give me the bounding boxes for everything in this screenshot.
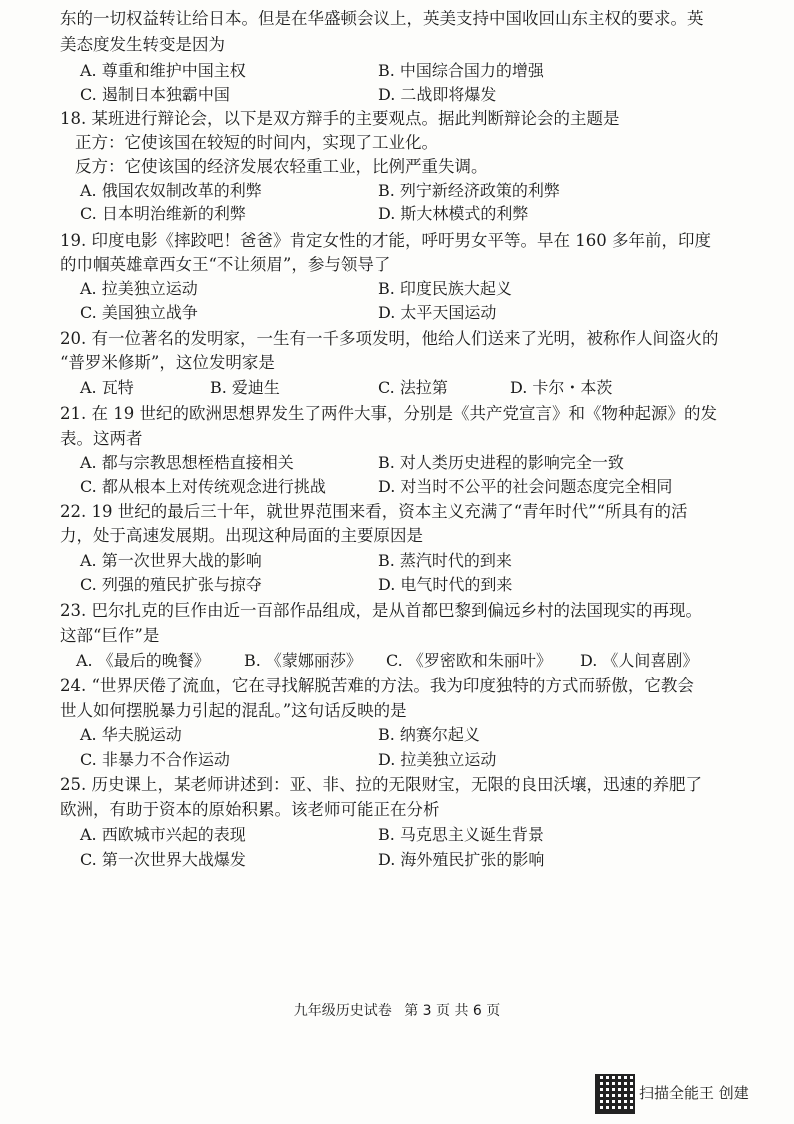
- q20-option-b: B. 爱迪生: [210, 378, 280, 397]
- qr-code-icon: [595, 1074, 635, 1114]
- q22-stem-line-1: 22. 19 世纪的最后三十年，就世界范围来看，资本主义充满了“青年时代”“所具有的活: [60, 502, 688, 521]
- q25-stem-line-1: 25. 历史课上，某老师讲述到：亚、非、拉的无限财宝，无限的良田沃壤，迅速的养肥了: [60, 775, 702, 794]
- q19-option-b: B. 印度民族大起义: [378, 279, 512, 298]
- q19-option-c: C. 美国独立战争: [80, 303, 198, 322]
- q24-option-a: A. 华夫脱运动: [80, 725, 182, 744]
- footer-exam-title: 九年级历史试卷: [293, 1003, 392, 1019]
- q20-option-d: D. 卡尔・本茨: [510, 378, 613, 397]
- q22-option-d: D. 电气时代的到来: [378, 575, 513, 594]
- q19-stem-line-2: 的巾帼英雄章西女王“不让须眉”，参与领导了: [60, 255, 391, 274]
- q24-option-b: B. 纳赛尔起义: [378, 725, 480, 744]
- q17-stem-line-2: 美态度发生转变是因为: [60, 35, 225, 54]
- q25-stem-line-2: 欧洲，有助于资本的原始积累。该老师可能正在分析: [60, 800, 440, 819]
- q22-option-c: C. 列强的殖民扩张与掠夺: [80, 575, 262, 594]
- q17-option-c: C. 遏制日本独霸中国: [80, 85, 230, 104]
- q22-stem-line-2: 力，处于高速发展期。出现这种局面的主要原因是: [60, 526, 423, 545]
- q25-option-a: A. 西欧城市兴起的表现: [80, 825, 246, 844]
- q21-option-c: C. 都从根本上对传统观念进行挑战: [80, 477, 326, 496]
- footer-page-number: 第 3 页 共 6 页: [404, 1003, 501, 1019]
- q23-option-d: D. 《人间喜剧》: [580, 651, 699, 670]
- q23-stem-line-2: 这部“巨作”是: [60, 626, 160, 645]
- q17-option-b: B. 中国综合国力的增强: [378, 61, 544, 80]
- q25-option-d: D. 海外殖民扩张的影响: [378, 850, 545, 869]
- q20-stem-line-1: 20. 有一位著名的发明家，一生有一千多项发明，他给人们送来了光明，被称作人间盗火的: [60, 329, 719, 348]
- q19-option-a: A. 拉美独立运动: [80, 279, 198, 298]
- q20-option-a: A. 瓦特: [80, 378, 134, 397]
- q17-option-d: D. 二战即将爆发: [378, 85, 497, 104]
- q24-stem-line-2: 世人如何摆脱暴力引起的混乱。”这句话反映的是: [60, 701, 407, 720]
- q17-option-a: A. 尊重和维护中国主权: [80, 61, 246, 80]
- scanner-watermark-text: 扫描全能王 创建: [639, 1084, 749, 1102]
- q17-stem-line-1: 东的一切权益转让给日本。但是在华盛顿会议上，英美支持中国收回山东主权的要求。英: [60, 9, 704, 28]
- q18-option-b: B. 列宁新经济政策的利弊: [378, 181, 560, 200]
- q18-con: 反方：它使该国的经济发展农轻重工业，比例严重失调。: [75, 157, 488, 176]
- q21-stem-line-2: 表。这两者: [60, 429, 143, 448]
- q24-stem-line-1: 24. “世界厌倦了流血，它在寻找解脱苦难的方法。我为印度独特的方式而骄傲，它教会: [60, 676, 694, 695]
- q23-stem-line-1: 23. 巴尔扎克的巨作由近一百部作品组成，是从首都巴黎到偏远乡村的法国现实的再现。: [60, 601, 702, 620]
- q20-option-c: C. 法拉第: [378, 378, 448, 397]
- q22-option-b: B. 蒸汽时代的到来: [378, 551, 512, 570]
- q18-stem: 18. 某班进行辩论会，以下是双方辩手的主要观点。据此判断辩论会的主题是: [60, 109, 620, 128]
- q18-pro: 正方：它使该国在较短的时间内，实现了工业化。: [75, 133, 438, 152]
- q22-option-a: A. 第一次世界大战的影响: [80, 551, 262, 570]
- q21-stem-line-1: 21. 在 19 世纪的欧洲思想界发生了两件大事，分别是《共产党宣言》和《物种起源》的发: [60, 404, 717, 423]
- scanner-watermark: [595, 1074, 794, 1114]
- q21-option-a: A. 都与宗教思想桎梏直接相关: [80, 453, 294, 472]
- q19-option-d: D. 太平天国运动: [378, 303, 497, 322]
- q23-option-a: A. 《最后的晚餐》: [76, 651, 210, 670]
- q23-option-b: B. 《蒙娜丽莎》: [244, 651, 362, 670]
- q24-option-d: D. 拉美独立运动: [378, 750, 497, 769]
- q20-stem-line-2: “普罗米修斯”，这位发明家是: [60, 353, 275, 372]
- q18-option-a: A. 俄国农奴制改革的利弊: [80, 181, 262, 200]
- q25-option-c: C. 第一次世界大战爆发: [80, 850, 246, 869]
- page-footer: [0, 1000, 794, 1020]
- q24-option-c: C. 非暴力不合作运动: [80, 750, 230, 769]
- q21-option-b: B. 对人类历史进程的影响完全一致: [378, 453, 624, 472]
- q23-option-c: C. 《罗密欧和朱丽叶》: [386, 651, 552, 670]
- q25-option-b: B. 马克思主义诞生背景: [378, 825, 544, 844]
- q21-option-d: D. 对当时不公平的社会问题态度完全相同: [378, 477, 673, 496]
- q19-stem-line-1: 19. 印度电影《摔跤吧！爸爸》肯定女性的才能，呼吁男女平等。早在 160 多年前，印度: [60, 231, 711, 250]
- q18-option-c: C. 日本明治维新的利弊: [80, 204, 246, 223]
- q18-option-d: D. 斯大林模式的利弊: [378, 204, 529, 223]
